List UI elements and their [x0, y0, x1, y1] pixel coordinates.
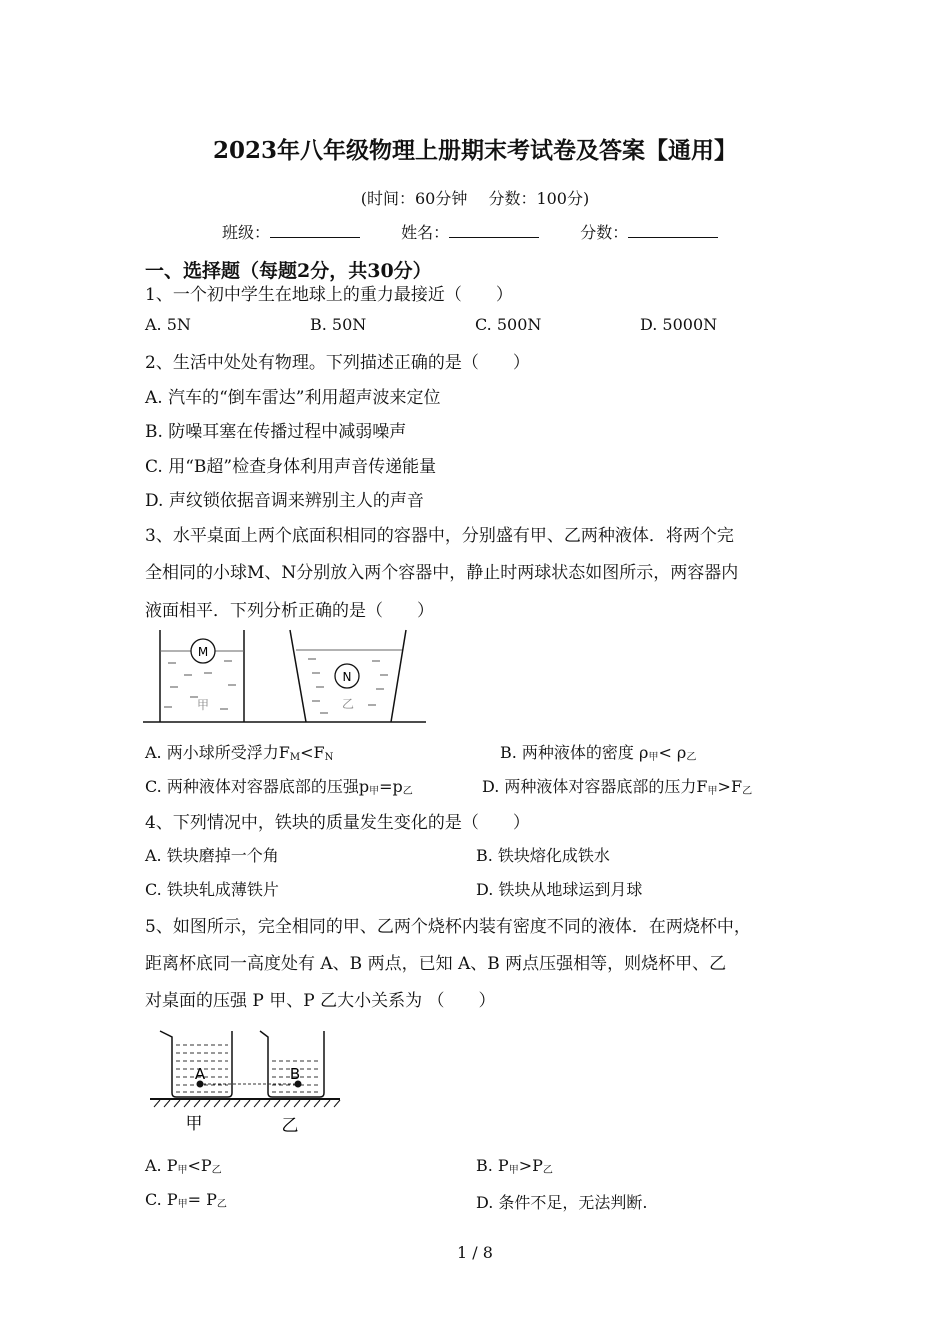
section-heading: 一、选择题（每题2分，共30分）	[145, 260, 432, 282]
score-blank[interactable]	[628, 223, 718, 238]
q2-stem: 2、生活中处处有物理。下列描述正确的是（ ）	[145, 353, 530, 373]
q5-option-c: C. $P_甲= P_乙$	[145, 1190, 227, 1210]
q4-option-c: C. 铁块轧成薄铁片	[145, 880, 279, 899]
q3-option-b: B. 两种液体的密度 $\rho_甲< \rho_乙$	[500, 743, 697, 763]
q4-option-d: D. 铁块从地球运到月球	[476, 880, 643, 899]
class-blank[interactable]	[270, 223, 360, 238]
name-blank[interactable]	[449, 223, 539, 238]
q3-stem-line1: 3、水平桌面上两个底面积相同的容器中，分别盛有甲、乙两种液体．将两个完	[145, 526, 734, 546]
exam-meta: (时间：60分钟 分数：100分)	[360, 189, 590, 208]
table-hatch	[154, 1100, 340, 1107]
score-label: 分数：	[580, 223, 629, 242]
student-fields	[222, 220, 754, 243]
q4-option-b: B. 铁块熔化成铁水	[476, 846, 610, 865]
q2-option-c: C. 用“B超”检查身体利用声音传递能量	[145, 457, 437, 477]
ball-m-label: M	[197, 645, 209, 659]
q5-option-a: A. $P_甲<P_乙$	[145, 1156, 222, 1176]
page-number: 1 / 8	[457, 1243, 493, 1262]
q3-figure	[140, 625, 430, 725]
beaker-jia	[160, 1031, 232, 1097]
container-yi	[290, 630, 406, 722]
container-jia	[160, 630, 244, 722]
page-title: 2023年八年级物理上册期末考试卷及答案【通用】	[212, 137, 737, 164]
point-b-label: B	[289, 1065, 301, 1083]
q3-option-c: C. 两种液体对容器底部的压强$p_甲=p_乙$	[145, 777, 413, 797]
q5-option-b: B. $P_甲>P_乙$	[476, 1156, 553, 1176]
name-label: 姓名：	[401, 223, 450, 242]
point-a-label: A	[194, 1065, 206, 1083]
q3-stem-line3: 液面相平．下列分析正确的是（ ）	[145, 601, 434, 621]
q5-stem-line3: 对桌面的压强 P 甲、P 乙大小关系为 （ ）	[145, 991, 496, 1011]
q5-stem-line2: 距离杯底同一高度处有 A、B 两点，已知 A、B 两点压强相等，则烧杯甲、乙	[145, 954, 727, 974]
container-jia-label: 甲	[196, 698, 210, 712]
q3-stem-line2: 全相同的小球M、N分别放入两个容器中，静止时两球状态如图所示，两容器内	[145, 563, 739, 583]
q1-option-a: A. 5N	[145, 315, 191, 334]
q1-option-d: D. 5000N	[640, 315, 718, 334]
ball-n-label: N	[342, 670, 352, 684]
q2-option-a: A. 汽车的“倒车雷达”利用超声波来定位	[145, 388, 441, 408]
class-label: 班级：	[222, 223, 271, 242]
q1-stem: 1、一个初中学生在地球上的重力最接近（ ）	[145, 285, 513, 305]
q5-stem-line1: 5、如图所示，完全相同的甲、乙两个烧杯内装有密度不同的液体．在两烧杯中，	[145, 917, 751, 937]
q4-stem: 4、下列情况中，铁块的质量发生变化的是（ ）	[145, 813, 530, 833]
q2-option-b: B. 防噪耳塞在传播过程中减弱噪声	[145, 422, 407, 442]
q3-option-a: A. 两小球所受浮力$F_M<F_N$	[145, 743, 334, 763]
q5-figure	[148, 1025, 343, 1140]
q1-option-c: C. 500N	[475, 315, 542, 334]
q2-option-d: D. 声纹锁依据音调来辨别主人的声音	[145, 491, 424, 511]
q3-option-d: D. 两种液体对容器底部的压力$F_甲>F_乙$	[482, 777, 753, 797]
beaker-yi-label: 乙	[281, 1116, 299, 1136]
q1-option-b: B. 50N	[310, 315, 367, 334]
beaker-jia-label: 甲	[185, 1114, 203, 1134]
q5-option-d: D. 条件不足，无法判断.	[476, 1193, 648, 1212]
container-yi-label: 乙	[341, 697, 355, 711]
q4-option-a: A. 铁块磨掉一个角	[145, 846, 279, 865]
beaker-yi	[260, 1031, 324, 1097]
